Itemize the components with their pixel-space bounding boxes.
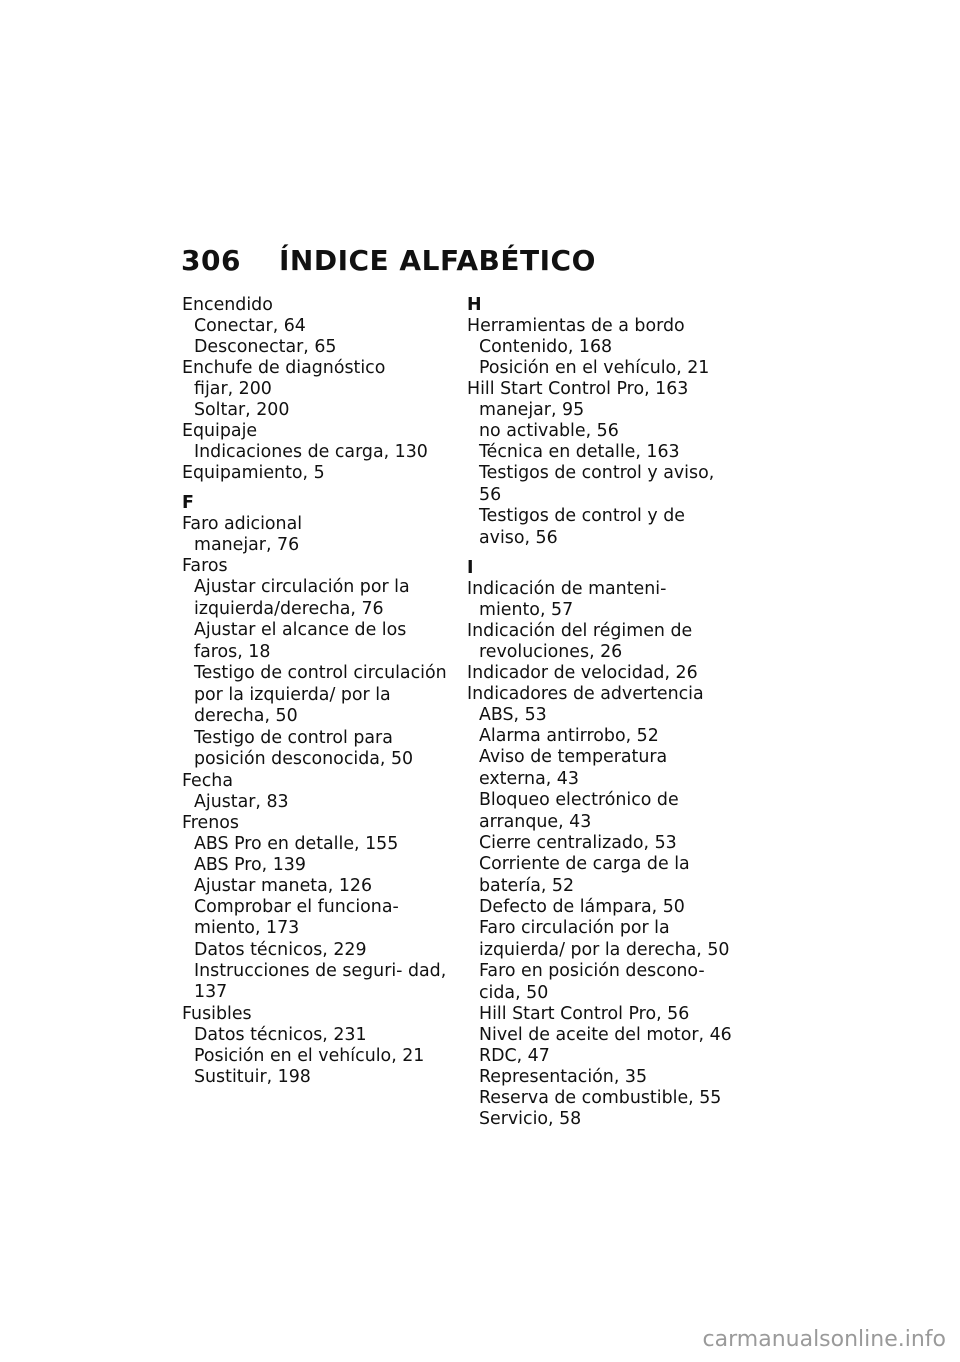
sub-entry: Soltar, 200 bbox=[194, 400, 290, 420]
sub-entry: ABS Pro en detalle, 155 bbox=[194, 833, 399, 854]
index-entry bbox=[467, 316, 737, 379]
index-term: Indicador de velocidad, 26 bbox=[467, 663, 698, 683]
sub-entry: Contenido, 168 bbox=[479, 337, 613, 357]
sub-entries bbox=[182, 442, 452, 463]
section-letter: H bbox=[467, 295, 482, 315]
sub-entries bbox=[182, 379, 452, 421]
watermark: carmanualsonline.info bbox=[702, 1327, 946, 1352]
page-number: 306 bbox=[181, 244, 241, 277]
sub-entry: Testigo de control circulación por la izquierda/ por la derecha, 50 bbox=[194, 663, 447, 726]
section-h bbox=[467, 295, 737, 549]
sub-entry: Reserva de combustible, 55 bbox=[479, 1088, 722, 1108]
index-term: Equipaje bbox=[182, 421, 258, 441]
index-term: Indicación del régimen de revoluciones, 26 bbox=[467, 621, 693, 662]
sub-entry: Ajustar el alcance de los faros, 18 bbox=[194, 620, 407, 662]
sub-entry: Indicaciones de carga, 130 bbox=[194, 442, 428, 462]
sub-entries bbox=[182, 316, 452, 358]
sub-entries bbox=[182, 535, 452, 556]
sub-entry: Alarma antirrobo, 52 bbox=[479, 726, 659, 746]
sub-entry: Sustituir, 198 bbox=[194, 1066, 311, 1087]
index-term: Equipamiento, 5 bbox=[182, 463, 325, 483]
index-entry bbox=[182, 421, 452, 463]
sub-entry: Desconectar, 65 bbox=[194, 337, 337, 357]
index-term: Faro adicional bbox=[182, 514, 303, 534]
index-entry bbox=[182, 358, 452, 421]
sub-entry: RDC, 47 bbox=[479, 1046, 550, 1066]
page-header bbox=[181, 244, 596, 277]
index-term: Fusibles bbox=[182, 1003, 252, 1024]
section-i bbox=[467, 558, 737, 1130]
index-entry bbox=[182, 813, 452, 1004]
sub-entries bbox=[467, 400, 737, 549]
sub-entry: Testigos de control y de aviso, 56 bbox=[479, 506, 685, 548]
sub-entries bbox=[182, 834, 452, 1004]
sub-entries bbox=[467, 705, 737, 1130]
sub-entry: Ajustar maneta, 126 bbox=[194, 875, 373, 896]
sub-entry: Servicio, 58 bbox=[479, 1109, 582, 1129]
index-entry bbox=[182, 514, 452, 556]
index-term: Hill Start Control Pro, 163 bbox=[467, 379, 689, 399]
sub-entry: Técnica en detalle, 163 bbox=[479, 442, 680, 462]
sub-entries bbox=[467, 337, 737, 379]
index-entry bbox=[182, 295, 452, 358]
sub-entry: ABS, 53 bbox=[479, 705, 547, 725]
sub-entry: Posición en el vehículo, 21 bbox=[194, 1045, 425, 1066]
sub-entry: Testigo de control para posición desconocida, 50 bbox=[194, 727, 414, 769]
index-column-left bbox=[182, 295, 452, 1088]
index-entry bbox=[467, 379, 737, 549]
sub-entry: Defecto de lámpara, 50 bbox=[479, 897, 685, 917]
sub-entry: Faro en posición descono- cida, 50 bbox=[479, 961, 705, 1003]
index-entry bbox=[467, 621, 737, 663]
sub-entries bbox=[182, 577, 452, 771]
sub-entry: Testigos de control y aviso, 56 bbox=[479, 463, 715, 505]
sub-entry: Aviso de temperatura externa, 43 bbox=[479, 747, 668, 789]
sub-entry: manejar, 95 bbox=[479, 400, 585, 420]
sub-entry: Conectar, 64 bbox=[194, 316, 306, 336]
sub-entry: ABS Pro, 139 bbox=[194, 854, 306, 875]
sub-entries bbox=[182, 1025, 452, 1088]
sub-entry: Representación, 35 bbox=[479, 1067, 648, 1087]
sub-entry: Cierre centralizado, 53 bbox=[479, 833, 677, 853]
sub-entry: fijar, 200 bbox=[194, 379, 272, 399]
index-term: Fecha bbox=[182, 770, 233, 791]
index-term: Enchufe de diagnóstico bbox=[182, 358, 386, 378]
sub-entry: Posición en el vehículo, 21 bbox=[479, 358, 710, 378]
sub-entry: Faro circulación por la izquierda/ por la derecha, 50 bbox=[479, 918, 730, 960]
sub-entry: Bloqueo electrónico de arranque, 43 bbox=[479, 790, 679, 832]
index-term: Encendido bbox=[182, 295, 273, 315]
sub-entry: Ajustar circulación por la izquierda/derecha, 76 bbox=[194, 577, 410, 619]
index-column-right bbox=[467, 295, 737, 1130]
sub-entry: manejar, 76 bbox=[194, 535, 300, 555]
index-term: Faros bbox=[182, 556, 228, 576]
sub-entry: Comprobar el funciona- miento, 173 bbox=[194, 896, 399, 938]
index-term: Indicación de manteni- miento, 57 bbox=[467, 579, 667, 620]
index-term: Herramientas de a bordo bbox=[467, 316, 685, 336]
sub-entries bbox=[182, 792, 452, 813]
index-entry bbox=[467, 663, 737, 684]
section-f bbox=[182, 493, 452, 1088]
sub-entry: no activable, 56 bbox=[479, 421, 619, 441]
section-letter: F bbox=[182, 493, 194, 513]
page-title: ÍNDICE ALFABÉTICO bbox=[279, 244, 596, 277]
sub-entry: Hill Start Control Pro, 56 bbox=[479, 1004, 690, 1024]
section-letter: I bbox=[467, 558, 474, 578]
sub-entry: Corriente de carga de la batería, 52 bbox=[479, 854, 690, 896]
index-entry bbox=[182, 1004, 452, 1088]
index-entry bbox=[182, 463, 452, 484]
sub-entry: Datos técnicos, 229 bbox=[194, 939, 367, 960]
sub-entry: Instrucciones de seguri- dad, 137 bbox=[194, 960, 447, 1002]
index-entry bbox=[182, 771, 452, 813]
sub-entry: Ajustar, 83 bbox=[194, 791, 289, 812]
index-entry bbox=[467, 579, 737, 621]
section-e bbox=[182, 295, 452, 484]
index-term: Frenos bbox=[182, 812, 239, 833]
sub-entry: Nivel de aceite del motor, 46 bbox=[479, 1025, 732, 1045]
index-entry bbox=[182, 556, 452, 771]
sub-entry: Datos técnicos, 231 bbox=[194, 1024, 367, 1045]
index-entry bbox=[467, 684, 737, 1130]
index-term: Indicadores de advertencia bbox=[467, 684, 704, 704]
